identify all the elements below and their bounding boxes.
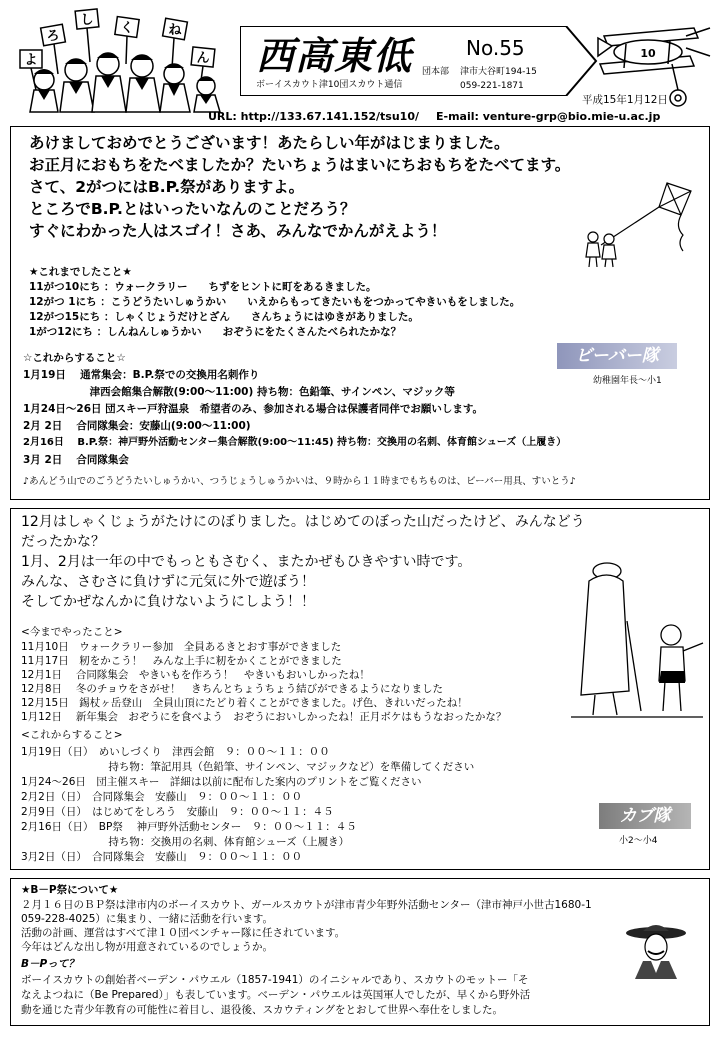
cub-future-item: 2月2日（日） 合同隊集会 安藤山 ９：００～１１：００ [21, 791, 303, 803]
bp-subheading: B－Pって？ [21, 958, 79, 970]
cub-past-item: 12月15日 錫杖ヶ岳登山 全員山頂にたどり着くことができました。げ色、きれいだったね！ [21, 697, 468, 709]
sign-letter: ね [168, 23, 182, 38]
bp-paragraph-line: 059-228-4025）に集まり、一緒に活動を行います。 [21, 913, 274, 925]
cub-past-item: 11月17日 籾をかこう！ みんな上手に籾をかくことができました [21, 655, 342, 667]
sign-letter: く [120, 21, 134, 36]
beaver-intro-line: あけましておめでとうございます！あたらしい年がはじまりました。 [29, 134, 510, 152]
cub-future-item: 持ち物：筆記用具（色鉛筆、サインペン、マジックなど）を準備してください [21, 761, 475, 773]
beaver-intro-line: さて、2がつにはB.P.祭がありますよ。 [29, 178, 305, 196]
hq-address: 津市大谷町194-15 [460, 67, 537, 77]
baden-powell-portrait [621, 923, 691, 979]
beaver-future-item: 2月 2日 合同隊集会：安藤山(9:00～11:00) [23, 420, 251, 432]
cub-past-item: 1月12日 新年集会 おぞうにを食べよう おぞうにおいしかったね！正月ボケはもうなおったかな？ [21, 711, 507, 723]
cub-future-heading: <これからすること> [21, 729, 123, 741]
cub-intro-line: みんな、さむさに負けずに元気に外で遊ぼう！ [21, 574, 315, 590]
beaver-intro-line: ところでB.P.とはいったいなんのことだろう？ [29, 200, 356, 218]
beaver-section [10, 126, 710, 500]
cub-future-item: 持ち物：交換用の名刺、体育館シューズ（上履き） [21, 836, 350, 848]
sign-letter: ん [196, 51, 210, 66]
hq-label: 団本部 [422, 67, 450, 77]
cub-intro-line: 12月はしゃくじょうがたけにのぼりました。はじめてのぼった山だったけど、みんなどう [21, 514, 585, 530]
cub-intro-line: 1月、2月は一年の中でもっともさむく、またかぜもひきやすい時です。 [21, 554, 472, 570]
cub-section [10, 508, 710, 870]
cub-future-item: 3月2日（日） 合同隊集会 安藤山 ９：００～１１：００ [21, 851, 303, 863]
sign-letter: よ [24, 53, 38, 68]
org-name: ボーイスカウト津10団スカウト通信 [256, 80, 403, 90]
plane-number: 10 [640, 47, 656, 60]
cub-troop-label: カブ隊 [599, 803, 691, 829]
beaver-future-item: 津西会館集合解散(9:00～11:00) 持ち物：色鉛筆、サインペン、マジック等 [23, 386, 455, 398]
contact-email[interactable]: E-mail: venture-grp@bio.mie-u.ac.jp [436, 110, 661, 123]
cub-future-item: 2月16日（日） BP祭 神戸野外活動センター ９：００～１１：４５ [21, 821, 357, 833]
beaver-intro-line: お正月におもちをたべましたか？たいちょうはまいにちおもちをたべてます。 [29, 156, 571, 174]
beaver-past-item: 12がつ 1にち ：こうどうたいしゅうかい いえからもってきたいもをつかってやきいもをしました。 [29, 296, 521, 308]
beaver-future-item: 1月19日 通常集会：B.P.祭での交換用名刺作り [23, 369, 260, 381]
issue-number: No.55 [466, 36, 525, 60]
cub-age-range: 小2～小4 [619, 836, 658, 846]
bp-paragraph-line: ボーイスカウトの創始者ベーデン・パウエル（1857-1941）のイニシャルであり、スカウトのモットー「そ [21, 974, 529, 986]
scouts-illustration [14, 4, 234, 116]
cub-future-item: 2月9日（日） はじめてをしろう 安藤山 ９：００～１１：４５ [21, 806, 334, 818]
beaver-past-heading: ★これまでしたこと★ [29, 266, 132, 278]
beaver-age-range: 幼稚園年長～小1 [593, 376, 662, 386]
beaver-future-item: 3月 2日 合同隊集会 [23, 454, 129, 466]
hq-phone: 059-221-1871 [460, 81, 524, 91]
beaver-past-item: 12がつ15にち ：しゃくじょうだけとざん さんちょうにはゆきがありました。 [29, 311, 419, 323]
cub-past-heading: <今までやったこと> [21, 626, 123, 638]
bp-heading: ★B－P祭について★ [21, 884, 119, 896]
bp-paragraph-line: 活動の計画、運営はすべて津１０団ベンチャー隊に任されています。 [21, 927, 346, 939]
website-url[interactable]: URL: http://133.67.141.152/tsu10/ [208, 110, 420, 123]
bp-paragraph-line: 今年はどんな出し物が用意されているのでしょうか。 [21, 941, 273, 953]
elder-and-child-illustration [567, 551, 707, 721]
cub-future-item: 1月24～26日 団主催スキー 詳細は以前に配布した案内のプリントをご覧ください [21, 776, 422, 788]
beaver-past-item: 11がつ10にち ：ウォークラリー ちずをヒントに町をあるきました。 [29, 281, 377, 293]
sign-letter: し [80, 13, 94, 28]
bp-paragraph-line: 動を通じた青少年教育の可能性に着目し、退役後、スカウティングをとおして世界へ奉仕をしました。 [21, 1004, 503, 1016]
beaver-future-heading: ☆これからすること☆ [23, 352, 126, 364]
kite-children-illustration [571, 177, 701, 269]
sign-letter: ろ [46, 29, 60, 44]
bp-paragraph-line: なえよつねに（Be Prepared）」も表しています。ベーデン・パウエルは英国軍人でしたが、早くから野外活 [21, 989, 531, 1001]
beaver-troop-label: ビーバー隊 [557, 343, 677, 369]
newsletter-title: 西高東低 [256, 33, 413, 78]
beaver-future-item: 2月16日 B.P.祭：神戸野外活動センター集合解散(9:00～11:45) 持ち物：交換用の名刺、体育館シューズ（上履き） [23, 437, 567, 448]
cub-future-item: 1月19日（日） めいしづくり 津西会館 ９：００～１１：００ [21, 746, 330, 758]
issue-date: 平成15年1月12日 [582, 94, 668, 106]
beaver-note: ♪あんどう山でのごうどうたいしゅうかい、つうじょうしゅうかいは、９時から１１時までもちものは、ビーバー用具、すいとう♪ [23, 476, 576, 487]
cub-past-item: 12月8日 冬のチョウをさがせ！ きちんとちょうちょう結びができるようになりました [21, 683, 444, 695]
bp-paragraph-line: ２月１６日のＢＰ祭は津市内のボーイスカウト、ガールスカウトが津市青少年野外活動センター（津市神戸小世古1680-1 [21, 899, 592, 911]
cub-intro-line: そしてかぜなんかに負けないようにしよう！！ [21, 594, 315, 610]
beaver-future-item: 1月24日～26日 団スキー戸狩温泉 希望者のみ、参加される場合は保護者同伴でお願いします。 [23, 403, 483, 415]
cub-past-item: 12月1日 合同隊集会 やきいもを作ろう！ やきいもおいしかったね！ [21, 669, 370, 681]
beaver-past-item: 1がつ12にち ：しんねんしゅうかい おぞうにをたくさんたべられたかな？ [29, 326, 402, 338]
cub-intro-line: だったかな？ [21, 534, 105, 550]
cub-past-item: 11月10日 ウォークラリー参加 全員あるきとおす事ができました [21, 641, 342, 653]
bp-festival-section [10, 878, 710, 1026]
beaver-intro-line: すぐにわかった人はスゴイ！さあ、みんなでかんがえよう！ [29, 222, 447, 240]
